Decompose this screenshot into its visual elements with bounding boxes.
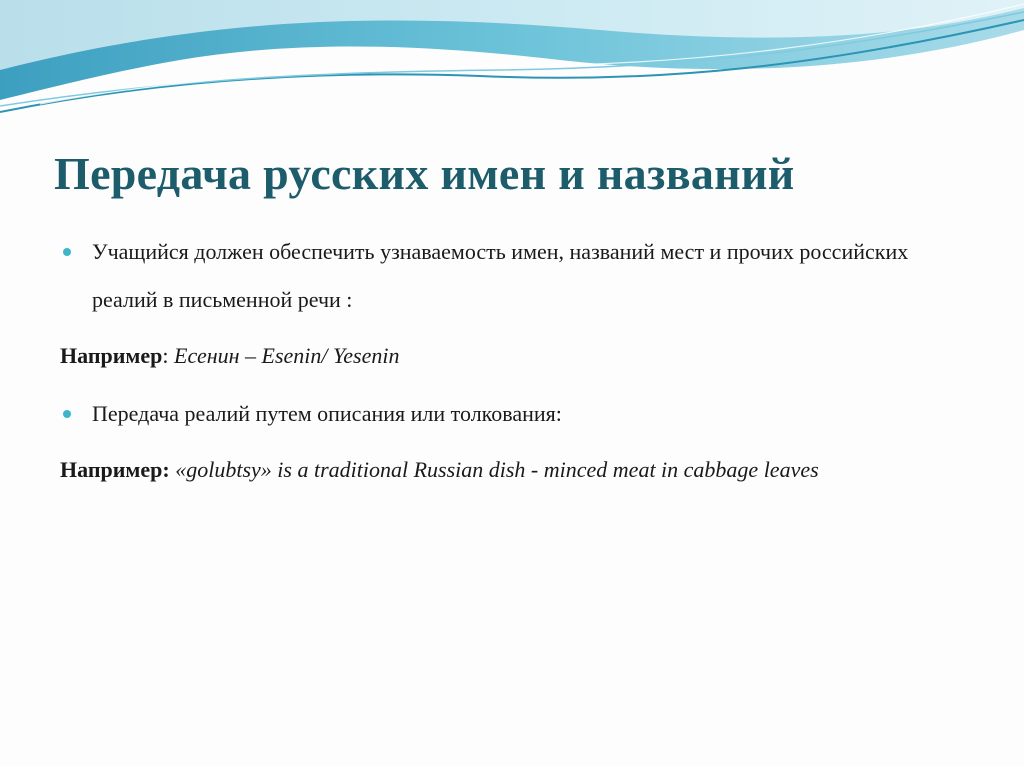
- bullet-item: [60, 228, 940, 324]
- bullet-text: Учащийся должен обеспечить узнаваемость имен, названий мест и прочих российских реалий в письменной речи :: [92, 239, 909, 312]
- bullet-text: Передача реалий путем описания или толкования:: [92, 401, 562, 426]
- decorative-wave-banner: [0, 0, 1024, 120]
- example-label: Например:: [60, 457, 170, 482]
- example-label: Например: [60, 343, 163, 368]
- example-line: [60, 446, 940, 494]
- slide-content: [60, 228, 940, 494]
- example-text: Есенин – Esenin/ Yesenin: [174, 343, 400, 368]
- example-line: [60, 332, 940, 380]
- slide-title: Передача русских имен и названий: [54, 148, 795, 199]
- example-separator: :: [162, 343, 175, 368]
- bullet-dot-icon: [63, 248, 71, 256]
- example-text: «golubtsy» is a traditional Russian dish - minced meat in cabbage leaves: [175, 457, 819, 482]
- bullet-dot-icon: [63, 410, 71, 418]
- bullet-item: [60, 390, 940, 438]
